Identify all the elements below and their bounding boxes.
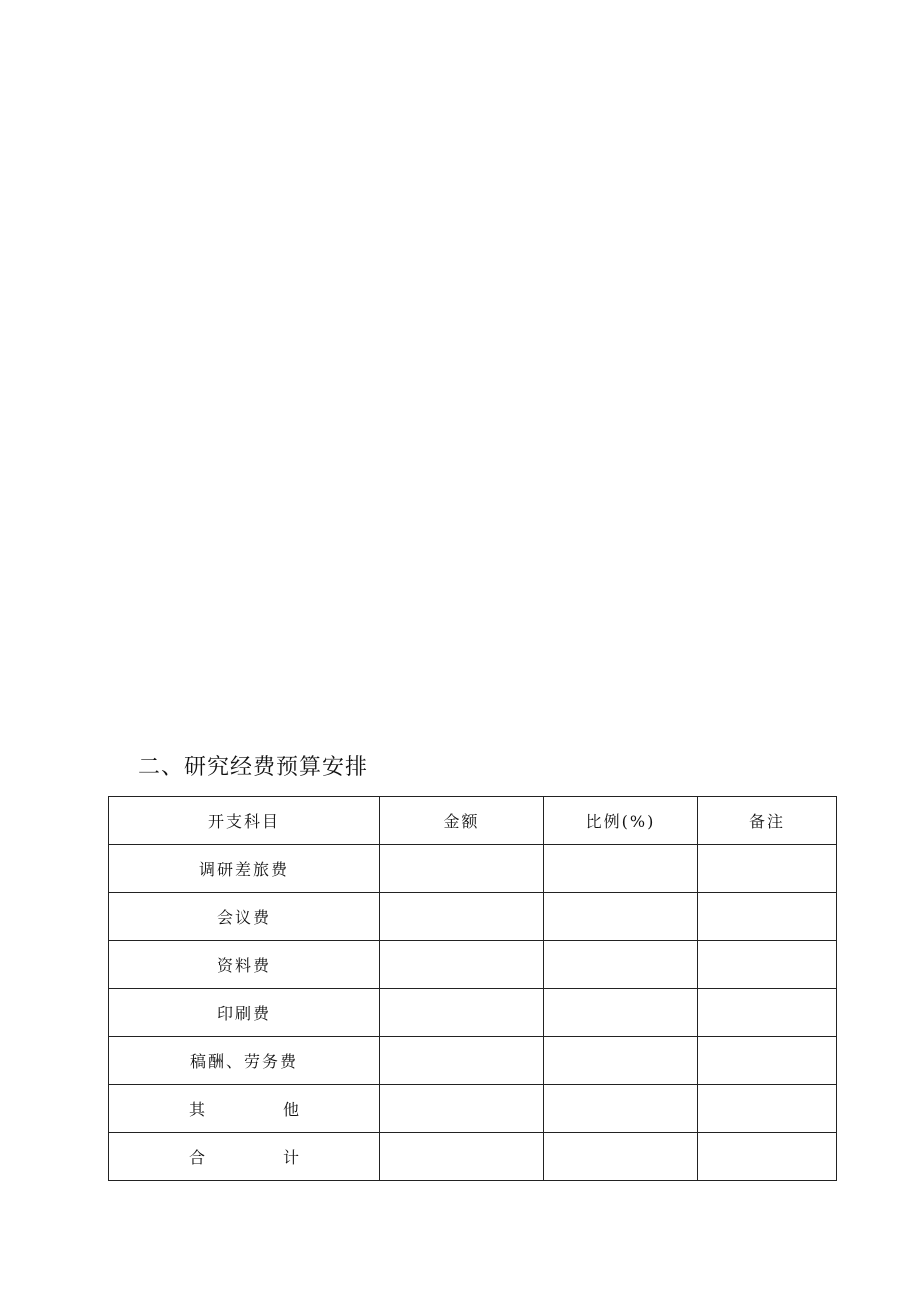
note-cell[interactable]: [698, 1085, 837, 1133]
header-amount: 金额: [380, 797, 544, 845]
other-label-second: 他: [282, 1100, 299, 1119]
amount-cell[interactable]: [380, 941, 544, 989]
total-label-first: 合: [189, 1148, 206, 1167]
amount-cell[interactable]: [380, 1133, 544, 1181]
note-cell[interactable]: [698, 941, 837, 989]
ratio-cell[interactable]: [544, 1133, 698, 1181]
amount-cell[interactable]: [380, 893, 544, 941]
ratio-cell[interactable]: [544, 845, 698, 893]
expense-item-cell: 调研差旅费: [109, 845, 380, 893]
expense-item-cell: 稿酬、劳务费: [109, 1037, 380, 1085]
expense-item-cell: 印刷费: [109, 989, 380, 1037]
ratio-cell[interactable]: [544, 941, 698, 989]
ratio-cell[interactable]: [544, 989, 698, 1037]
amount-cell[interactable]: [380, 845, 544, 893]
note-cell[interactable]: [698, 845, 837, 893]
table-row: [109, 1037, 837, 1085]
total-label-second: 计: [282, 1148, 299, 1167]
other-label: [109, 1097, 379, 1120]
header-note: 备注: [698, 797, 837, 845]
note-cell[interactable]: [698, 1037, 837, 1085]
table-row: [109, 893, 837, 941]
ratio-cell[interactable]: [544, 893, 698, 941]
note-cell[interactable]: [698, 1133, 837, 1181]
amount-cell[interactable]: [380, 1037, 544, 1085]
table-row-other: [109, 1085, 837, 1133]
note-cell[interactable]: [698, 893, 837, 941]
table-row: [109, 989, 837, 1037]
table-row: [109, 845, 837, 893]
header-ratio: 比例(%): [544, 797, 698, 845]
other-label-first: 其: [189, 1100, 206, 1119]
table-row-total: [109, 1133, 837, 1181]
table-header-row: [109, 797, 837, 845]
expense-item-cell: 会议费: [109, 893, 380, 941]
amount-cell[interactable]: [380, 989, 544, 1037]
expense-item-cell: 资料费: [109, 941, 380, 989]
header-expense-item: 开支科目: [109, 797, 380, 845]
total-label: [109, 1145, 379, 1168]
table-row: [109, 941, 837, 989]
ratio-cell[interactable]: [544, 1085, 698, 1133]
expense-item-other-cell: [109, 1085, 380, 1133]
ratio-cell[interactable]: [544, 1037, 698, 1085]
amount-cell[interactable]: [380, 1085, 544, 1133]
note-cell[interactable]: [698, 989, 837, 1037]
budget-table: [108, 796, 837, 1181]
total-label-cell: [109, 1133, 380, 1181]
section-title: 二、研究经费预算安排: [138, 755, 369, 780]
